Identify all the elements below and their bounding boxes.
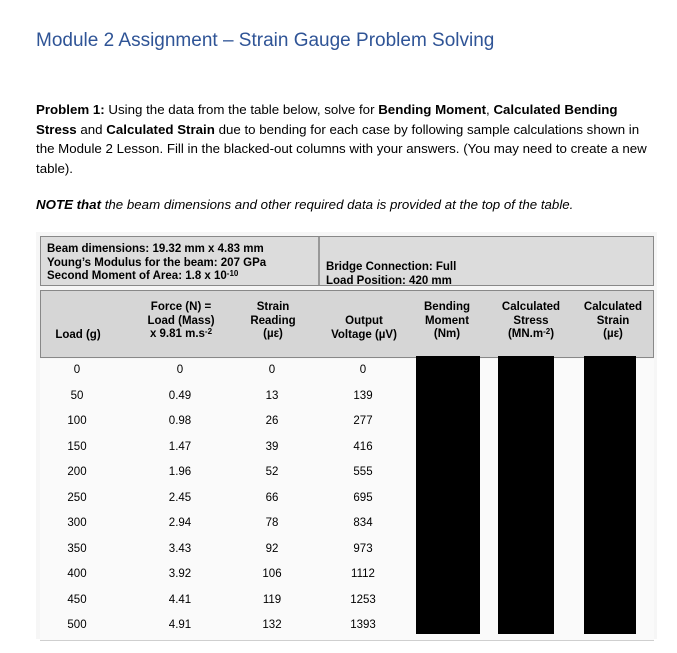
cell-force: 0.98 <box>168 415 192 427</box>
table-row <box>40 410 654 437</box>
cell-voltage: 973 <box>353 542 373 555</box>
table-row <box>40 614 654 641</box>
cell-load: 500 <box>67 619 87 631</box>
cell-force: 2.45 <box>168 491 192 504</box>
problem-paragraph <box>36 100 661 178</box>
column-header-row <box>40 290 654 358</box>
load-position: Load Position: 420 mm <box>326 274 452 287</box>
cell-voltage: 1253 <box>350 593 376 606</box>
cell-load: 200 <box>67 466 87 478</box>
cell-strain: 92 <box>265 542 279 555</box>
table-info-header <box>40 236 654 286</box>
cell-strain: 78 <box>265 517 279 529</box>
cell-strain: 26 <box>265 415 279 427</box>
problem-text-4: due to bending for each case by following sample calculations shown in the Module 2 Lesson. Fill in the blacked-out columns with your answers. (You may need to create a new table). <box>36 121 647 176</box>
table-row <box>40 563 654 590</box>
beam-dimensions: Beam dimensions: 19.32 mm x 4.83 mm <box>47 243 264 255</box>
cell-load: 150 <box>67 440 87 453</box>
note-text: the beam dimensions and other required data is provided at the top of the table. <box>101 197 574 212</box>
cell-load: 300 <box>67 517 87 529</box>
cell-strain: 52 <box>265 466 279 478</box>
cell-strain: 106 <box>262 568 282 580</box>
blacked-out-bending-moment <box>416 356 480 634</box>
second-moment: Second Moment of Area: 1.8 x $10^{-10}$ <box>47 269 239 282</box>
cell-load: 350 <box>67 542 87 555</box>
problem-bold-2: Calculated Bending Stress <box>36 102 618 137</box>
cell-force: 0 <box>176 364 184 376</box>
cell-load: 0 <box>73 364 81 376</box>
table-row <box>40 461 654 488</box>
note-bold: NOTE that <box>36 197 102 212</box>
table-row <box>40 589 654 616</box>
table-row <box>40 487 654 514</box>
col-strain: Strain Reading (µε) <box>250 301 296 340</box>
cell-strain: 13 <box>265 389 279 402</box>
cell-voltage: 0 <box>359 364 367 376</box>
cell-force: 0.49 <box>168 389 192 402</box>
table-row <box>40 359 654 386</box>
cell-force: 1.47 <box>168 440 192 453</box>
col-calculated-stress: Calculated Stress $(MN.m^{-2})$ <box>501 301 561 340</box>
note-line <box>36 197 573 212</box>
blacked-out-strain <box>584 356 636 634</box>
problem-text-3: and <box>76 121 107 137</box>
blacked-out-stress <box>498 356 554 634</box>
cell-load: 450 <box>67 593 87 606</box>
cell-force: 4.91 <box>168 619 192 631</box>
cell-voltage: 277 <box>353 415 373 427</box>
problem-bold-3: Calculated Strain <box>106 121 215 137</box>
cell-voltage: 139 <box>353 389 373 402</box>
problem-label: Problem 1: <box>36 102 105 117</box>
table-row <box>40 512 654 539</box>
problem-bold-1: Bending Moment <box>378 102 487 117</box>
cell-strain: 39 <box>265 440 279 453</box>
cell-voltage: 555 <box>353 466 373 478</box>
page-title: Module 2 Assignment – Strain Gauge Problem Solving <box>36 30 495 51</box>
cell-load: 100 <box>67 415 87 427</box>
col-load: Load (g) <box>55 329 101 341</box>
problem-text-2: , <box>486 102 494 117</box>
col-force: Force (N) = Load (Mass) x 9.81 $m.s^{-2}$ <box>147 301 215 340</box>
problem-text-1: Using the data from the table below, solve for <box>104 102 379 117</box>
table-row <box>40 436 654 463</box>
cell-strain: 66 <box>265 491 279 504</box>
cell-strain: 0 <box>268 364 276 376</box>
cell-voltage: 1112 <box>351 568 375 580</box>
col-output: Output Voltage (µV) <box>331 315 397 341</box>
cell-force: 1.96 <box>168 466 192 478</box>
beam-info <box>47 243 266 284</box>
cell-load: 400 <box>67 568 87 580</box>
bridge-info <box>326 261 456 288</box>
cell-force: 2.94 <box>168 517 192 529</box>
header-divider <box>318 237 320 285</box>
cell-strain: 119 <box>262 593 282 606</box>
cell-voltage: 416 <box>353 440 373 453</box>
bridge-connection: Bridge Connection: Full <box>326 261 457 273</box>
table-row <box>40 385 654 412</box>
table-row <box>40 538 654 565</box>
cell-load: 50 <box>70 389 84 402</box>
cell-strain: 132 <box>262 619 282 631</box>
col-bending-moment: Bending Moment (Nm) <box>424 301 470 340</box>
youngs-modulus: Young’s Modulus for the beam: 207 GPa <box>47 256 267 269</box>
col-calculated-strain: Calculated Strain (µε) <box>583 301 643 340</box>
cell-load: 250 <box>67 491 87 504</box>
cell-force: 3.43 <box>168 542 192 555</box>
cell-voltage: 695 <box>353 491 373 504</box>
cell-voltage: 834 <box>353 517 373 529</box>
cell-force: 3.92 <box>168 568 192 580</box>
cell-voltage: 1393 <box>350 619 376 631</box>
cell-force: 4.41 <box>168 593 192 606</box>
data-table-image <box>36 232 657 639</box>
